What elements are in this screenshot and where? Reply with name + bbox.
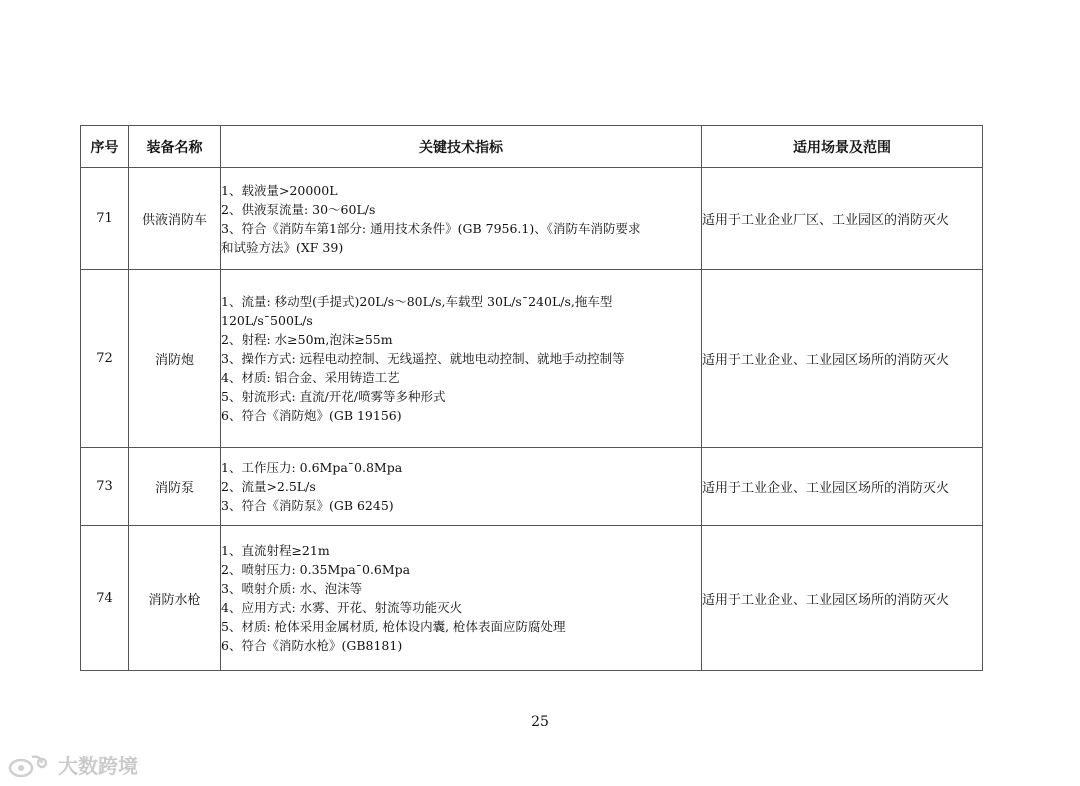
spec-line: 120L/s¯500L/s xyxy=(221,313,313,328)
table-row xyxy=(81,168,983,270)
watermark-text: 大数跨境 xyxy=(58,754,138,778)
spec-line: 6、符合《消防炮》(GB 19156) xyxy=(221,408,402,423)
row-number: 71 xyxy=(81,168,129,270)
spec-line: 1、工作压力: 0.6Mpa¯0.8Mpa xyxy=(221,460,403,475)
spec-line: 和试验方法》(XF 39) xyxy=(221,239,344,255)
table-header-row xyxy=(81,126,983,168)
spec-list xyxy=(221,270,702,448)
spec-list xyxy=(221,448,702,526)
header-scope: 适用场景及范围 xyxy=(702,126,983,168)
weibo-logo-icon xyxy=(8,752,52,778)
spec-line: 4、应用方式: 水雾、开花、射流等功能灭火 xyxy=(221,600,463,615)
spec-line: 1、载液量>20000L xyxy=(221,182,338,198)
row-number: 72 xyxy=(81,270,129,448)
spec-line: 3、操作方式: 远程电动控制、无线遥控、就地电动控制、就地手动控制等 xyxy=(221,351,625,366)
spec-line: 4、材质: 铝合金、采用铸造工艺 xyxy=(221,370,400,385)
equipment-name: 消防水枪 xyxy=(129,526,221,671)
header-equipment-name: 装备名称 xyxy=(129,126,221,168)
table-row xyxy=(81,270,983,448)
spec-list xyxy=(221,168,702,270)
scope-text: 适用于工业企业厂区、工业园区的消防灭火 xyxy=(702,168,983,270)
equipment-name: 消防炮 xyxy=(129,270,221,448)
equipment-name: 消防泵 xyxy=(129,448,221,526)
spec-line: 2、流量>2.5L/s xyxy=(221,479,316,494)
equipment-name: 供液消防车 xyxy=(129,168,221,270)
spec-line: 2、供液泵流量: 30～60L/s xyxy=(221,201,376,217)
spec-line: 6、符合《消防水枪》(GB8181) xyxy=(221,638,403,653)
row-number: 73 xyxy=(81,448,129,526)
spec-line: 2、喷射压力: 0.35Mpa¯0.6Mpa xyxy=(221,562,411,577)
scope-text: 适用于工业企业、工业园区场所的消防灭火 xyxy=(702,270,983,448)
row-number: 74 xyxy=(81,526,129,671)
watermark xyxy=(8,750,138,779)
spec-line: 1、流量: 移动型(手提式)20L/s～80L/s,车载型 30L/s¯240L/s,拖车型 xyxy=(221,294,613,309)
spec-line: 3、符合《消防泵》(GB 6245) xyxy=(221,498,394,513)
spec-line: 1、直流射程≥21m xyxy=(221,543,330,558)
header-key-specs: 关键技术指标 xyxy=(221,126,702,168)
scope-text: 适用于工业企业、工业园区场所的消防灭火 xyxy=(702,448,983,526)
spec-list xyxy=(221,526,702,671)
scope-text: 适用于工业企业、工业园区场所的消防灭火 xyxy=(702,526,983,671)
spec-line: 3、喷射介质: 水、泡沫等 xyxy=(221,581,363,596)
table-row xyxy=(81,448,983,526)
spec-line: 5、射流形式: 直流/开花/喷雾等多种形式 xyxy=(221,389,446,404)
table-row xyxy=(81,526,983,671)
header-serial-number: 序号 xyxy=(81,126,129,168)
page-number: 25 xyxy=(531,714,549,730)
equipment-spec-table xyxy=(80,125,983,671)
spec-line: 3、符合《消防车第1部分: 通用技术条件》(GB 7956.1)、《消防车消防要求 xyxy=(221,220,641,236)
spec-line: 2、射程: 水≥50m,泡沫≥55m xyxy=(221,332,393,347)
spec-line: 5、材质: 枪体采用金属材质, 枪体设内囊, 枪体表面应防腐处理 xyxy=(221,619,566,634)
